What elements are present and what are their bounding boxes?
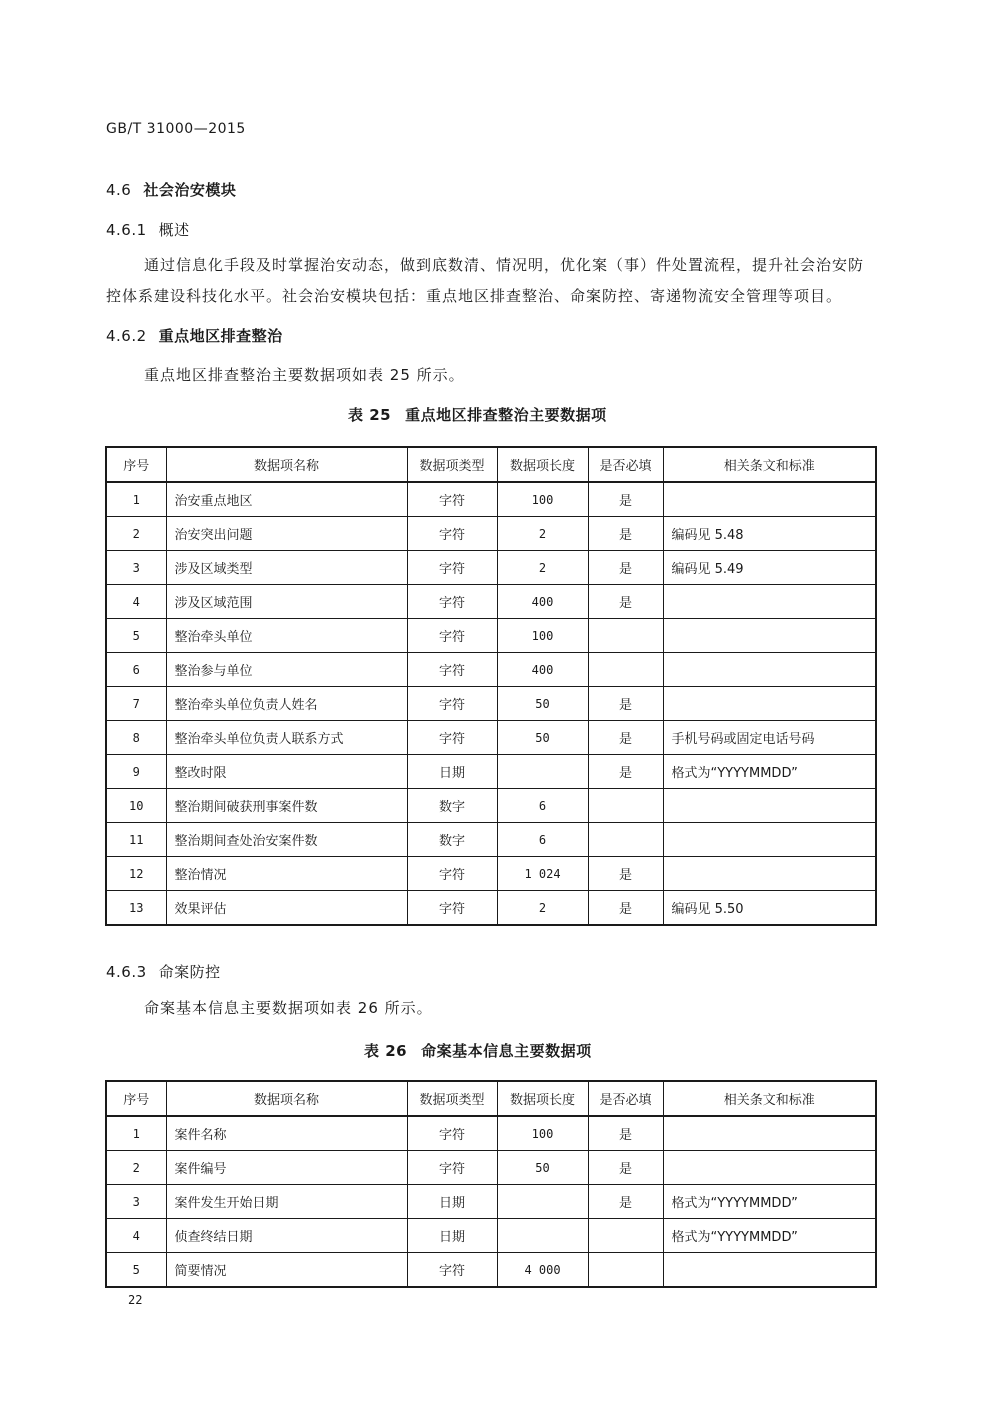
cell-item-type: 字符 — [407, 857, 497, 891]
table-row — [106, 789, 876, 823]
cell-item-length: 50 — [497, 721, 588, 755]
column-header: 序号 — [106, 447, 166, 482]
table-title: 命案基本信息主要数据项 — [421, 1042, 592, 1060]
cell-item-length — [497, 1185, 588, 1219]
cell-required: 是 — [588, 721, 663, 755]
column-header: 是否必填 — [588, 1081, 663, 1116]
cell-item-length — [497, 755, 588, 789]
cell-index: 5 — [106, 619, 166, 653]
cell-item-name: 治安突出问题 — [166, 517, 407, 551]
cell-item-name: 整治情况 — [166, 857, 407, 891]
cell-required: 是 — [588, 517, 663, 551]
table-row — [106, 1219, 876, 1253]
cell-required: 是 — [588, 891, 663, 926]
cell-item-name: 整治期间破获刑事案件数 — [166, 789, 407, 823]
cell-required: 是 — [588, 687, 663, 721]
cell-item-name: 整治参与单位 — [166, 653, 407, 687]
cell-reference: 格式为“YYYYMMDD” — [663, 1219, 876, 1253]
section-title: 重点地区排查整治 — [158, 327, 283, 345]
cell-item-type: 日期 — [407, 1219, 497, 1253]
table25-caption — [348, 404, 607, 425]
cell-item-length: 2 — [497, 551, 588, 585]
table-row — [106, 482, 876, 517]
table-row — [106, 1253, 876, 1288]
cell-item-length: 6 — [497, 789, 588, 823]
cell-required: 是 — [588, 585, 663, 619]
cell-index: 1 — [106, 1116, 166, 1151]
cell-item-length: 400 — [497, 585, 588, 619]
table25 — [105, 446, 877, 926]
cell-item-length: 2 — [497, 891, 588, 926]
cell-item-length — [497, 1219, 588, 1253]
cell-item-length: 100 — [497, 619, 588, 653]
cell-required — [588, 619, 663, 653]
cell-item-type: 字符 — [407, 1151, 497, 1185]
cell-reference: 编码见 5.48 — [663, 517, 876, 551]
section-title: 概述 — [158, 221, 190, 239]
cell-item-length: 6 — [497, 823, 588, 857]
column-header: 数据项类型 — [407, 447, 497, 482]
cell-item-length: 100 — [497, 1116, 588, 1151]
cell-reference: 手机号码或固定电话号码 — [663, 721, 876, 755]
cell-item-type: 日期 — [407, 755, 497, 789]
cell-item-name: 涉及区域类型 — [166, 551, 407, 585]
cell-reference — [663, 482, 876, 517]
cell-index: 4 — [106, 1219, 166, 1253]
cell-item-name: 整治牵头单位 — [166, 619, 407, 653]
cell-index: 11 — [106, 823, 166, 857]
cell-item-length: 400 — [497, 653, 588, 687]
column-header: 序号 — [106, 1081, 166, 1116]
table-row — [106, 721, 876, 755]
cell-reference — [663, 823, 876, 857]
cell-required — [588, 1253, 663, 1288]
table25-intro: 重点地区排查整治主要数据项如表 25 所示。 — [144, 366, 465, 384]
table-row — [106, 517, 876, 551]
cell-reference — [663, 789, 876, 823]
cell-reference — [663, 1151, 876, 1185]
cell-item-type: 字符 — [407, 517, 497, 551]
cell-index: 7 — [106, 687, 166, 721]
cell-required — [588, 789, 663, 823]
column-header: 相关条文和标准 — [663, 447, 876, 482]
section-heading-4-6-3 — [106, 961, 221, 982]
cell-reference — [663, 619, 876, 653]
cell-index: 5 — [106, 1253, 166, 1288]
cell-item-name: 整改时限 — [166, 755, 407, 789]
column-header: 相关条文和标准 — [663, 1081, 876, 1116]
standard-code: GB/T 31000—2015 — [106, 121, 246, 137]
table-row — [106, 619, 876, 653]
table-number: 表 26 — [364, 1042, 408, 1060]
table-row — [106, 1116, 876, 1151]
cell-item-name: 案件名称 — [166, 1116, 407, 1151]
section-number: 4.6 — [106, 181, 132, 199]
section-number: 4.6.2 — [106, 327, 147, 345]
cell-index: 1 — [106, 482, 166, 517]
cell-reference: 编码见 5.50 — [663, 891, 876, 926]
table-row — [106, 687, 876, 721]
cell-item-length: 4 000 — [497, 1253, 588, 1288]
cell-reference: 格式为“YYYYMMDD” — [663, 1185, 876, 1219]
table-row — [106, 857, 876, 891]
cell-item-name: 整治牵头单位负责人姓名 — [166, 687, 407, 721]
cell-item-name: 整治牵头单位负责人联系方式 — [166, 721, 407, 755]
cell-reference — [663, 1253, 876, 1288]
cell-item-type: 数字 — [407, 823, 497, 857]
overview-paragraph-line-1: 通过信息化手段及时掌握治安动态，做到底数清、情况明，优化案（事）件处置流程，提升社会治安防 — [144, 256, 865, 274]
table-row — [106, 1185, 876, 1219]
table-row — [106, 585, 876, 619]
cell-index: 4 — [106, 585, 166, 619]
table-row — [106, 823, 876, 857]
table-title: 重点地区排查整治主要数据项 — [405, 406, 607, 424]
cell-item-type: 字符 — [407, 551, 497, 585]
cell-index: 8 — [106, 721, 166, 755]
cell-item-length: 100 — [497, 482, 588, 517]
section-heading-4-6-1 — [106, 219, 190, 240]
cell-required: 是 — [588, 551, 663, 585]
cell-reference — [663, 585, 876, 619]
cell-item-type: 字符 — [407, 1116, 497, 1151]
cell-item-length: 50 — [497, 687, 588, 721]
cell-index: 2 — [106, 1151, 166, 1185]
cell-item-type: 字符 — [407, 891, 497, 926]
cell-index: 13 — [106, 891, 166, 926]
cell-item-name: 案件编号 — [166, 1151, 407, 1185]
page-number: 22 — [128, 1293, 143, 1307]
cell-item-type: 字符 — [407, 653, 497, 687]
column-header: 数据项长度 — [497, 1081, 588, 1116]
cell-required — [588, 1219, 663, 1253]
table-row — [106, 755, 876, 789]
cell-item-name: 治安重点地区 — [166, 482, 407, 517]
cell-item-type: 字符 — [407, 482, 497, 517]
column-header: 数据项类型 — [407, 1081, 497, 1116]
cell-item-type: 数字 — [407, 789, 497, 823]
cell-item-type: 字符 — [407, 687, 497, 721]
table26 — [105, 1080, 877, 1288]
overview-paragraph-line-2: 控体系建设科技化水平。社会治安模块包括：重点地区排查整治、命案防控、寄递物流安全管理等项目。 — [106, 287, 843, 305]
section-title: 社会治安模块 — [143, 181, 237, 199]
cell-item-name: 案件发生开始日期 — [166, 1185, 407, 1219]
cell-index: 3 — [106, 1185, 166, 1219]
section-heading-4-6 — [106, 179, 236, 200]
cell-item-name: 效果评估 — [166, 891, 407, 926]
cell-reference — [663, 857, 876, 891]
cell-item-name: 整治期间查处治安案件数 — [166, 823, 407, 857]
section-number: 4.6.1 — [106, 221, 147, 239]
cell-index: 2 — [106, 517, 166, 551]
table-row — [106, 551, 876, 585]
cell-item-name: 侦查终结日期 — [166, 1219, 407, 1253]
cell-item-type: 字符 — [407, 585, 497, 619]
table-row — [106, 891, 876, 926]
cell-item-name: 涉及区域范围 — [166, 585, 407, 619]
cell-required: 是 — [588, 1185, 663, 1219]
cell-reference — [663, 687, 876, 721]
cell-required: 是 — [588, 482, 663, 517]
cell-index: 10 — [106, 789, 166, 823]
table26-intro: 命案基本信息主要数据项如表 26 所示。 — [144, 999, 433, 1017]
section-number: 4.6.3 — [106, 963, 147, 981]
cell-item-type: 字符 — [407, 721, 497, 755]
cell-index: 6 — [106, 653, 166, 687]
cell-item-type: 字符 — [407, 619, 497, 653]
cell-required — [588, 823, 663, 857]
section-heading-4-6-2 — [106, 325, 283, 346]
section-title: 命案防控 — [158, 963, 221, 981]
cell-reference — [663, 1116, 876, 1151]
cell-item-type: 日期 — [407, 1185, 497, 1219]
table26-caption — [364, 1040, 592, 1061]
cell-item-type: 字符 — [407, 1253, 497, 1288]
column-header: 是否必填 — [588, 447, 663, 482]
cell-required — [588, 653, 663, 687]
cell-required: 是 — [588, 857, 663, 891]
column-header: 数据项名称 — [166, 447, 407, 482]
cell-item-length: 1 024 — [497, 857, 588, 891]
table-row — [106, 653, 876, 687]
cell-item-length: 2 — [497, 517, 588, 551]
cell-index: 3 — [106, 551, 166, 585]
column-header: 数据项名称 — [166, 1081, 407, 1116]
cell-required: 是 — [588, 1151, 663, 1185]
table-header-row — [106, 1081, 876, 1116]
table-header-row — [106, 447, 876, 482]
cell-required: 是 — [588, 755, 663, 789]
table-row — [106, 1151, 876, 1185]
table-number: 表 25 — [348, 406, 392, 424]
cell-reference: 格式为“YYYYMMDD” — [663, 755, 876, 789]
cell-item-name: 简要情况 — [166, 1253, 407, 1288]
cell-index: 12 — [106, 857, 166, 891]
cell-required: 是 — [588, 1116, 663, 1151]
cell-item-length: 50 — [497, 1151, 588, 1185]
column-header: 数据项长度 — [497, 447, 588, 482]
cell-reference — [663, 653, 876, 687]
cell-reference: 编码见 5.49 — [663, 551, 876, 585]
cell-index: 9 — [106, 755, 166, 789]
